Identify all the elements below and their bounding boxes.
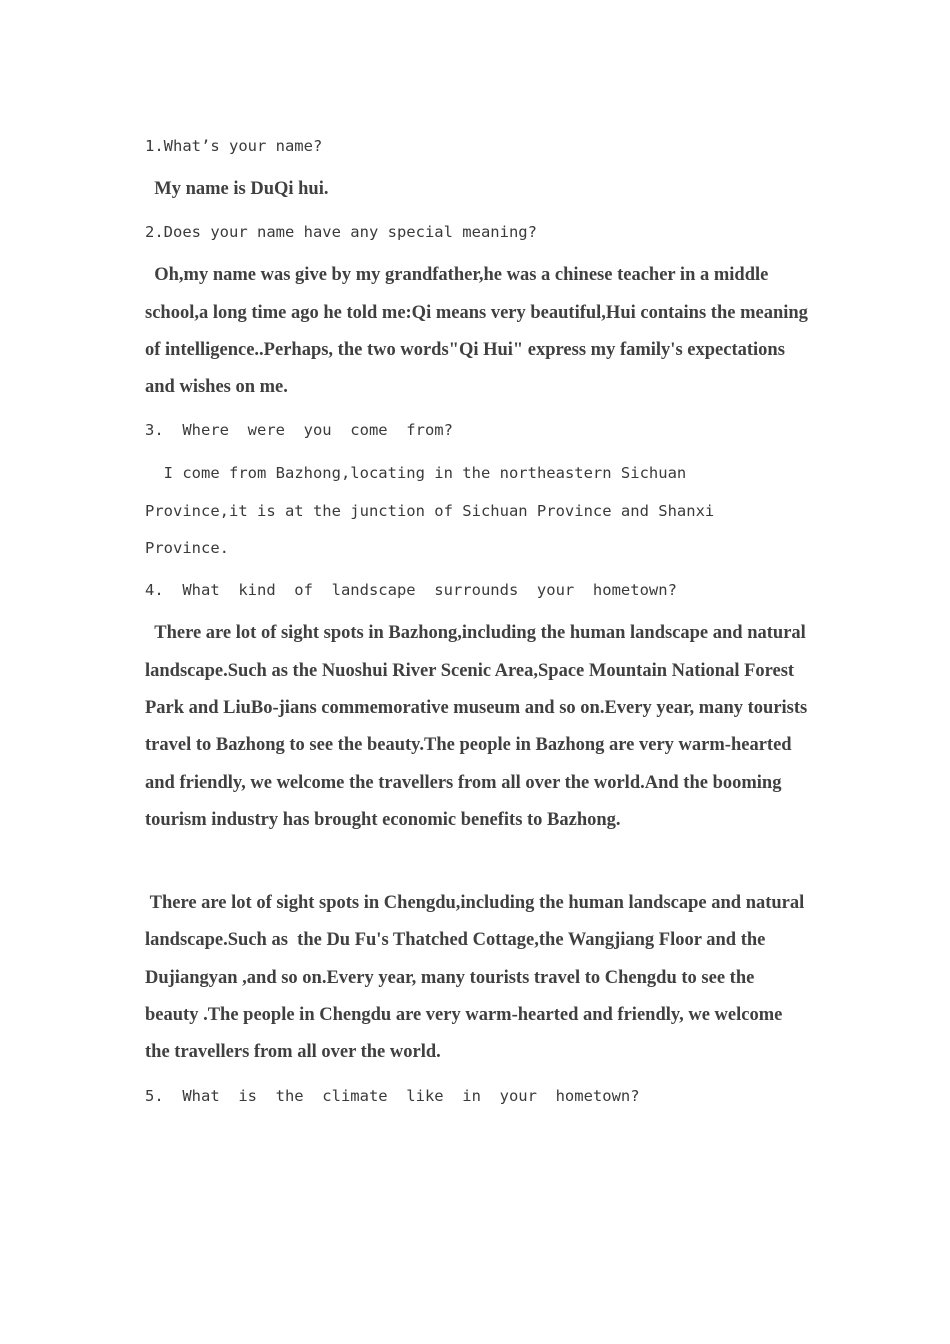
question-5: 5. What is the climate like in your hometown? <box>145 1086 640 1105</box>
question-1: 1.What’s your name? <box>145 137 323 155</box>
answer-4-bazhong: There are lot of sight spots in Bazhong,including the human landscape and natural landscape.Such as the Nuoshui River Scenic Area,Space Mountain National Forest Park and LiuBo-jians commemorative museum and so on.Every year, many tourists travel to Bazhong to see the beauty.The people in Bazhong are very warm-hearted and friendly, we welcome the travellers from all over the world.And the booming tourism industry has brought economic benefits to Bazhong. <box>145 623 812 830</box>
question-3: 3. Where were you come from? <box>145 421 453 440</box>
answer-4-chengdu: There are lot of sight spots in Chengdu,including the human landscape and natural landscape.Such as the Du Fu's Thatched Cottage,the Wangjiang Floor and the Dujiangyan ,and so on.Every year, many tourists travel to Chengdu to see the beauty .The people in Chengdu are very warm-hearted and friendly, we welcome the travellers from all over the world. <box>145 893 809 1063</box>
answer-1: My name is DuQi hui. <box>145 179 329 199</box>
paragraph-gap <box>145 845 810 885</box>
question-4: 4. What kind of landscape surrounds your hometown? <box>145 581 677 600</box>
document-body <box>145 128 813 1121</box>
question-2: 2.Does your name have any special meaning? <box>145 223 537 242</box>
answer-2: Oh,my name was give by my grandfather,he was a chinese teacher in a middle school,a long time ago he told me:Qi means very beautiful,Hui contains the meaning of intelligence..Perhaps, the two words"Qi Hui" express my family's expectations and wishes on me. <box>145 265 813 398</box>
answer-3: I come from Bazhong,locating in the northeastern Sichuan Province,it is at the junction of Sichuan Province and Shanxi Province. <box>145 464 715 558</box>
